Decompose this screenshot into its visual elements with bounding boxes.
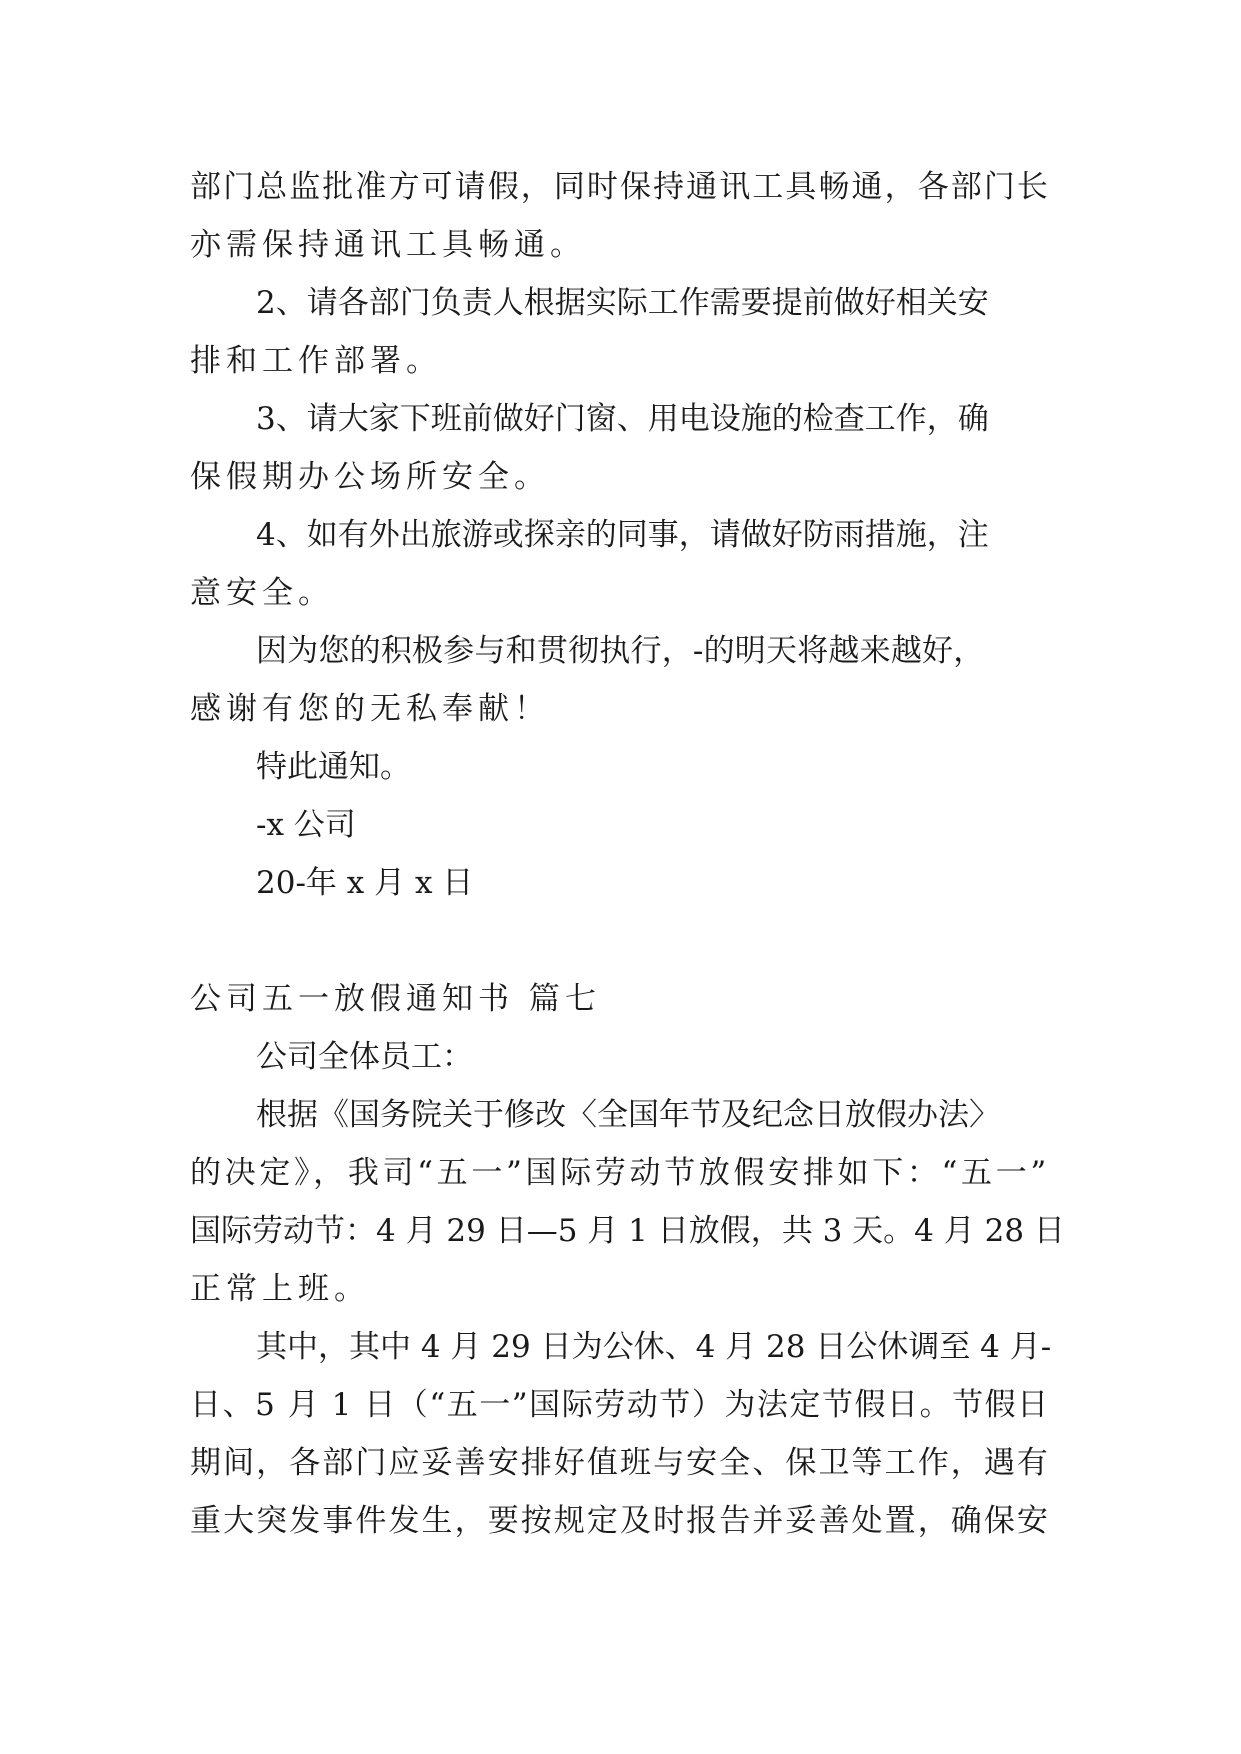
salutation: 公司全体员工：	[256, 1039, 473, 1075]
signature-date: 20-年 x 月 x 日	[256, 865, 474, 901]
section-gap	[190, 912, 1050, 970]
text-line: 亦需保持通讯工具畅通。	[190, 227, 586, 263]
text-line: 正常上班。	[190, 1271, 370, 1307]
text-line: 其中，其中 4 月 29 日为公休、4 月 28 日公休调至 4 月-	[256, 1329, 1052, 1365]
text-line: 重大突发事件发生，要按规定及时报告并妥善处置，确保安	[190, 1503, 1050, 1539]
text-line: 2、请各部门负责人根据实际工作需要提前做好相关安	[256, 285, 989, 321]
text-line: 意安全。	[190, 575, 334, 611]
text-line: 期间，各部门应妥善安排好值班与安全、保卫等工作，遇有	[190, 1445, 1050, 1481]
text-line: 的决定》，我司“五一”国际劳动节放假安排如下：“五一”	[190, 1155, 1050, 1191]
document-body	[190, 158, 1065, 1550]
text-line: 3、请大家下班前做好门窗、用电设施的检查工作，确	[256, 401, 989, 437]
text-line: 保假期办公场所安全。	[190, 459, 550, 495]
section-heading: 公司五一放假通知书 篇七	[190, 981, 601, 1017]
signature-company: -x 公司	[256, 807, 356, 843]
text-line: 部门总监批准方可请假，同时保持通讯工具畅通，各部门长	[190, 169, 1050, 205]
text-line: 根据《国务院关于修改〈全国年节及纪念日放假办法〉	[256, 1097, 1000, 1133]
closing-line: 特此通知。	[256, 749, 411, 785]
text-line: 4、如有外出旅游或探亲的同事，请做好防雨措施，注	[256, 517, 989, 553]
text-line: 感谢有您的无私奉献！	[190, 691, 550, 727]
text-line: 国际劳动节：4 月 29 日—5 月 1 日放假，共 3 天。4 月 28 日	[190, 1213, 1065, 1249]
text-line: 日、5 月 1 日（“五一”国际劳动节）为法定节假日。节假日	[190, 1387, 1050, 1423]
text-line: 因为您的积极参与和贯彻执行，-的明天将越来越好，	[256, 633, 985, 669]
text-line: 排和工作部署。	[190, 343, 442, 379]
